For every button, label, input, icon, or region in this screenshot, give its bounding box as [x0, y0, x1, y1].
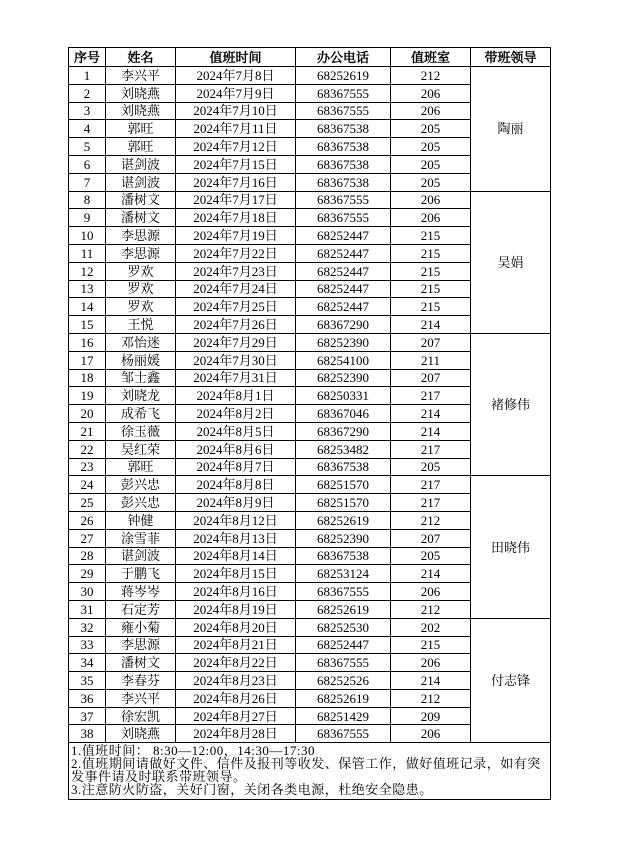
cell-room: 206 [391, 209, 471, 227]
cell-date: 2024年7月8日 [176, 67, 296, 85]
cell-name: 吴红荣 [106, 440, 176, 458]
cell-date: 2024年8月21日 [176, 636, 296, 654]
cell-name: 钟健 [106, 511, 176, 529]
cell-name: 徐宏凯 [106, 707, 176, 725]
cell-name: 李兴平 [106, 689, 176, 707]
cell-date: 2024年7月10日 [176, 102, 296, 120]
cell-phone: 68367555 [296, 209, 391, 227]
cell-phone: 68252447 [296, 244, 391, 262]
cell-date: 2024年8月6日 [176, 440, 296, 458]
duty-roster-table [68, 47, 551, 800]
cell-date: 2024年8月22日 [176, 654, 296, 672]
cell-room: 217 [391, 494, 471, 512]
cell-date: 2024年7月17日 [176, 191, 296, 209]
cell-date: 2024年8月13日 [176, 529, 296, 547]
cell-date: 2024年7月16日 [176, 173, 296, 191]
cell-phone: 68367555 [296, 583, 391, 601]
cell-name: 郭旺 [106, 138, 176, 156]
cell-name: 谌剑波 [106, 547, 176, 565]
cell-no: 15 [69, 316, 106, 334]
cell-phone: 68253124 [296, 565, 391, 583]
cell-date: 2024年8月16日 [176, 583, 296, 601]
note-1: 1.值班时间： 8:30—12:00，14:30—17:30 [71, 743, 315, 759]
cell-no: 10 [69, 227, 106, 245]
cell-phone: 68367555 [296, 191, 391, 209]
notes-cell [69, 743, 551, 800]
cell-phone: 68367538 [296, 120, 391, 138]
cell-date: 2024年8月5日 [176, 422, 296, 440]
cell-name: 刘晓燕 [106, 725, 176, 743]
cell-name: 石定芳 [106, 600, 176, 618]
cell-no: 8 [69, 191, 106, 209]
cell-room: 207 [391, 369, 471, 387]
header-name: 姓名 [106, 48, 176, 67]
cell-room: 202 [391, 618, 471, 636]
cell-name: 杨丽媛 [106, 351, 176, 369]
cell-no: 27 [69, 529, 106, 547]
cell-date: 2024年8月9日 [176, 494, 296, 512]
cell-phone: 68252447 [296, 298, 391, 316]
cell-no: 16 [69, 333, 106, 351]
header-no: 序号 [69, 48, 106, 67]
cell-phone: 68367555 [296, 84, 391, 102]
duty-row-16 [69, 333, 551, 351]
cell-phone: 68251429 [296, 707, 391, 725]
cell-name: 郭旺 [106, 458, 176, 476]
cell-no: 20 [69, 405, 106, 423]
cell-name: 罗欢 [106, 262, 176, 280]
cell-room: 215 [391, 244, 471, 262]
cell-no: 18 [69, 369, 106, 387]
cell-phone: 68367538 [296, 155, 391, 173]
cell-phone: 68252390 [296, 529, 391, 547]
cell-no: 17 [69, 351, 106, 369]
cell-room: 205 [391, 173, 471, 191]
cell-no: 30 [69, 583, 106, 601]
cell-date: 2024年7月31日 [176, 369, 296, 387]
cell-name: 李思源 [106, 227, 176, 245]
cell-room: 206 [391, 725, 471, 743]
cell-name: 李思源 [106, 636, 176, 654]
cell-name: 成希飞 [106, 405, 176, 423]
cell-date: 2024年7月15日 [176, 155, 296, 173]
cell-phone: 68252619 [296, 689, 391, 707]
cell-phone: 68367555 [296, 102, 391, 120]
cell-room: 206 [391, 84, 471, 102]
cell-phone: 68251570 [296, 476, 391, 494]
cell-phone: 68367290 [296, 422, 391, 440]
cell-date: 2024年8月1日 [176, 387, 296, 405]
cell-date: 2024年7月30日 [176, 351, 296, 369]
cell-name: 李兴平 [106, 67, 176, 85]
cell-no: 19 [69, 387, 106, 405]
cell-room: 206 [391, 102, 471, 120]
cell-date: 2024年8月2日 [176, 405, 296, 423]
cell-no: 28 [69, 547, 106, 565]
cell-no: 31 [69, 600, 106, 618]
cell-phone: 68252619 [296, 600, 391, 618]
cell-name: 罗欢 [106, 298, 176, 316]
cell-phone: 68252447 [296, 636, 391, 654]
note-2: 2.值班期间请做好文件、信件及报刊等收发、保管工作，做好值班记录，如有突发事件请及时联系带班领导。 [71, 756, 541, 785]
table-body [69, 67, 551, 800]
cell-leader: 田晓伟 [471, 476, 551, 618]
duty-row-1 [69, 67, 551, 85]
cell-room: 207 [391, 529, 471, 547]
cell-phone: 68367538 [296, 547, 391, 565]
cell-no: 23 [69, 458, 106, 476]
cell-room: 215 [391, 636, 471, 654]
cell-date: 2024年8月8日 [176, 476, 296, 494]
header-date: 值班时间 [176, 48, 296, 67]
cell-date: 2024年7月23日 [176, 262, 296, 280]
cell-name: 涂雪菲 [106, 529, 176, 547]
cell-name: 李思源 [106, 244, 176, 262]
cell-room: 205 [391, 155, 471, 173]
cell-room: 212 [391, 511, 471, 529]
cell-phone: 68252619 [296, 511, 391, 529]
cell-no: 9 [69, 209, 106, 227]
cell-phone: 68367538 [296, 458, 391, 476]
cell-room: 205 [391, 547, 471, 565]
cell-name: 徐玉薇 [106, 422, 176, 440]
cell-date: 2024年8月12日 [176, 511, 296, 529]
cell-phone: 68252390 [296, 369, 391, 387]
duty-row-24 [69, 476, 551, 494]
cell-leader: 付志锋 [471, 618, 551, 743]
cell-room: 206 [391, 654, 471, 672]
header-leader: 带班领导 [471, 48, 551, 67]
cell-no: 36 [69, 689, 106, 707]
cell-leader: 吴娟 [471, 191, 551, 333]
cell-phone: 68367555 [296, 654, 391, 672]
cell-phone: 68252526 [296, 672, 391, 690]
cell-room: 214 [391, 422, 471, 440]
cell-date: 2024年8月23日 [176, 672, 296, 690]
cell-no: 14 [69, 298, 106, 316]
cell-no: 6 [69, 155, 106, 173]
cell-date: 2024年7月12日 [176, 138, 296, 156]
cell-date: 2024年7月9日 [176, 84, 296, 102]
cell-no: 38 [69, 725, 106, 743]
cell-room: 207 [391, 333, 471, 351]
cell-no: 5 [69, 138, 106, 156]
cell-phone: 68367538 [296, 138, 391, 156]
cell-no: 25 [69, 494, 106, 512]
cell-room: 209 [391, 707, 471, 725]
note-3: 3.注意防火防盗，关好门窗，关闭各类电源，杜绝安全隐患。 [71, 782, 433, 798]
cell-phone: 68252530 [296, 618, 391, 636]
cell-name: 谌剑波 [106, 173, 176, 191]
cell-room: 212 [391, 600, 471, 618]
cell-no: 2 [69, 84, 106, 102]
cell-room: 217 [391, 387, 471, 405]
cell-no: 12 [69, 262, 106, 280]
cell-date: 2024年7月29日 [176, 333, 296, 351]
cell-no: 24 [69, 476, 106, 494]
cell-name: 刘晓燕 [106, 102, 176, 120]
duty-row-8 [69, 191, 551, 209]
cell-date: 2024年8月27日 [176, 707, 296, 725]
cell-room: 205 [391, 458, 471, 476]
cell-date: 2024年8月7日 [176, 458, 296, 476]
notes-row [69, 743, 551, 800]
duty-row-32 [69, 618, 551, 636]
cell-phone: 68251570 [296, 494, 391, 512]
cell-phone: 68367290 [296, 316, 391, 334]
cell-room: 214 [391, 405, 471, 423]
cell-no: 13 [69, 280, 106, 298]
cell-phone: 68367538 [296, 173, 391, 191]
cell-no: 21 [69, 422, 106, 440]
cell-room: 205 [391, 138, 471, 156]
cell-name: 李春芬 [106, 672, 176, 690]
cell-name: 谌剑波 [106, 155, 176, 173]
header-phone: 办公电话 [296, 48, 391, 67]
cell-date: 2024年8月26日 [176, 689, 296, 707]
cell-name: 彭兴忠 [106, 494, 176, 512]
cell-phone: 68252619 [296, 67, 391, 85]
cell-room: 212 [391, 689, 471, 707]
cell-name: 邹士鑫 [106, 369, 176, 387]
cell-date: 2024年7月24日 [176, 280, 296, 298]
cell-no: 34 [69, 654, 106, 672]
cell-no: 29 [69, 565, 106, 583]
cell-phone: 68252447 [296, 262, 391, 280]
cell-phone: 68252447 [296, 280, 391, 298]
header-row [69, 48, 551, 67]
cell-phone: 68252447 [296, 227, 391, 245]
cell-date: 2024年7月19日 [176, 227, 296, 245]
cell-date: 2024年7月11日 [176, 120, 296, 138]
cell-no: 11 [69, 244, 106, 262]
cell-no: 1 [69, 67, 106, 85]
cell-no: 7 [69, 173, 106, 191]
cell-room: 211 [391, 351, 471, 369]
cell-date: 2024年7月22日 [176, 244, 296, 262]
cell-name: 潘树文 [106, 209, 176, 227]
cell-date: 2024年8月28日 [176, 725, 296, 743]
cell-name: 于鹏飞 [106, 565, 176, 583]
cell-date: 2024年7月25日 [176, 298, 296, 316]
cell-date: 2024年7月18日 [176, 209, 296, 227]
cell-no: 3 [69, 102, 106, 120]
cell-date: 2024年8月15日 [176, 565, 296, 583]
cell-name: 刘晓燕 [106, 84, 176, 102]
cell-date: 2024年8月19日 [176, 600, 296, 618]
header-room: 值班室 [391, 48, 471, 67]
cell-name: 郭旺 [106, 120, 176, 138]
cell-no: 26 [69, 511, 106, 529]
cell-date: 2024年8月14日 [176, 547, 296, 565]
cell-no: 32 [69, 618, 106, 636]
cell-room: 217 [391, 476, 471, 494]
cell-date: 2024年8月20日 [176, 618, 296, 636]
cell-phone: 68254100 [296, 351, 391, 369]
cell-no: 35 [69, 672, 106, 690]
cell-phone: 68252390 [296, 333, 391, 351]
cell-name: 蒋岑岑 [106, 583, 176, 601]
cell-leader: 褚修伟 [471, 333, 551, 475]
cell-name: 王悦 [106, 316, 176, 334]
cell-leader: 陶丽 [471, 67, 551, 192]
cell-room: 214 [391, 672, 471, 690]
cell-room: 215 [391, 298, 471, 316]
cell-no: 22 [69, 440, 106, 458]
cell-phone: 68250331 [296, 387, 391, 405]
cell-room: 215 [391, 262, 471, 280]
cell-room: 214 [391, 565, 471, 583]
cell-name: 雍小菊 [106, 618, 176, 636]
cell-room: 206 [391, 191, 471, 209]
cell-name: 罗欢 [106, 280, 176, 298]
cell-room: 215 [391, 227, 471, 245]
cell-room: 217 [391, 440, 471, 458]
cell-no: 4 [69, 120, 106, 138]
cell-no: 33 [69, 636, 106, 654]
cell-phone: 68367046 [296, 405, 391, 423]
cell-phone: 68367555 [296, 725, 391, 743]
cell-date: 2024年7月26日 [176, 316, 296, 334]
cell-name: 潘树文 [106, 191, 176, 209]
cell-phone: 68253482 [296, 440, 391, 458]
cell-room: 215 [391, 280, 471, 298]
cell-name: 邓怡迷 [106, 333, 176, 351]
cell-room: 212 [391, 67, 471, 85]
cell-name: 刘晓龙 [106, 387, 176, 405]
cell-room: 205 [391, 120, 471, 138]
cell-room: 206 [391, 583, 471, 601]
cell-name: 彭兴忠 [106, 476, 176, 494]
cell-name: 潘树文 [106, 654, 176, 672]
cell-no: 37 [69, 707, 106, 725]
cell-room: 214 [391, 316, 471, 334]
